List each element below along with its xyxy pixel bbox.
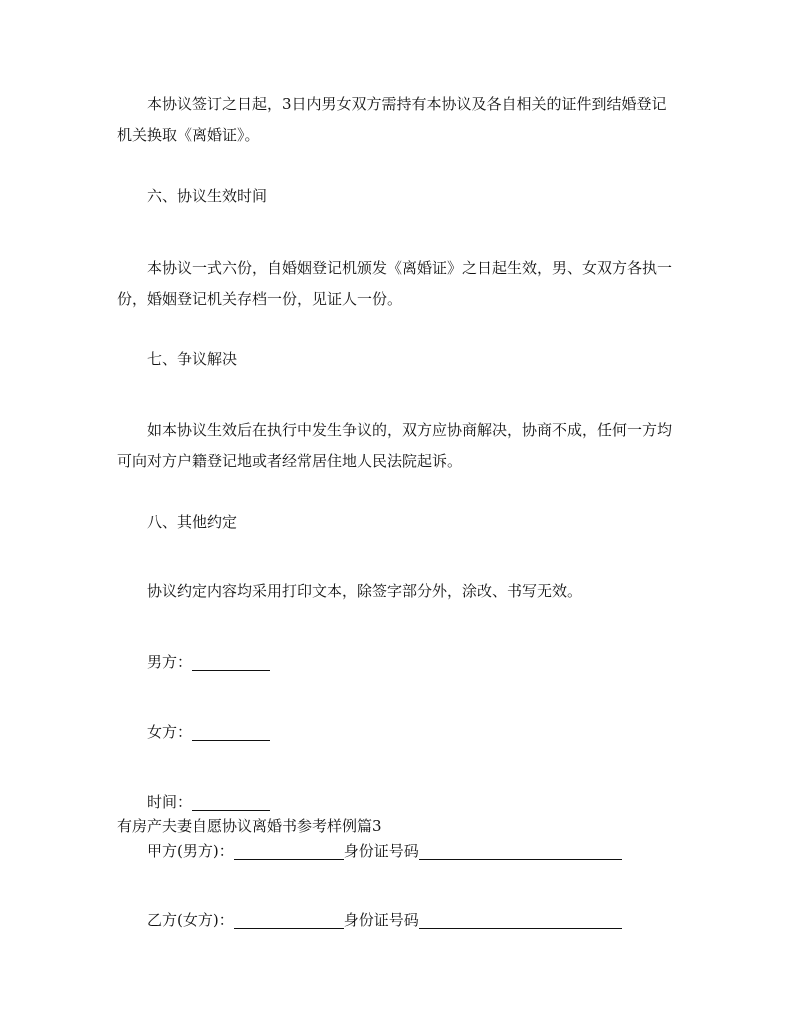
section-title: 有房产夫妻自愿协议离婚书参考样例篇3 [117,817,382,835]
heading-effective-time: 六、协议生效时间 [147,187,268,205]
party-a-name-line [234,841,344,860]
female-signature-line [192,722,270,741]
paragraph-certificate-exchange: 本协议签订之日起，3日内男女双方需持有本协议及各自相关的证件到结婚登记机关换取《离婚证》。 [117,95,667,144]
party-a-id-line [419,841,622,860]
female-signature-label: 女方： [147,723,193,741]
heading-dispute-resolution: 七、争议解决 [147,350,238,368]
heading-other-terms: 八、其他约定 [147,513,238,531]
party-b-id-label: 身份证号码 [343,911,419,929]
time-signature-row [147,790,270,815]
female-signature-row [147,720,270,745]
party-b-label: 乙方(女方)： [147,911,234,929]
male-signature-label: 男方： [147,653,193,671]
paragraph-printed-text: 协议约定内容均采用打印文本，除签字部分外，涂改、书写无效。 [147,582,583,600]
party-b-name-line [234,910,344,929]
paragraph-copies: 本协议一式六份，自婚姻登记机颁发《离婚证》之日起生效，男、女双方各执一份，婚姻登记机关存档一份，见证人一份。 [117,259,673,308]
paragraph-dispute: 如本协议生效后在执行中发生争议的，双方应协商解决，协商不成，任何一方均可向对方户籍登记地或者经常居住地人民法院起诉。 [117,421,673,470]
time-label: 时间： [147,793,193,811]
party-a-label: 甲方(男方)： [147,842,234,860]
male-signature-line [192,652,270,671]
party-a-row [147,839,622,864]
party-a-id-label: 身份证号码 [343,842,419,860]
party-b-row [147,908,622,933]
time-signature-line [192,792,270,811]
party-b-id-line [419,910,622,929]
male-signature-row [147,650,270,675]
